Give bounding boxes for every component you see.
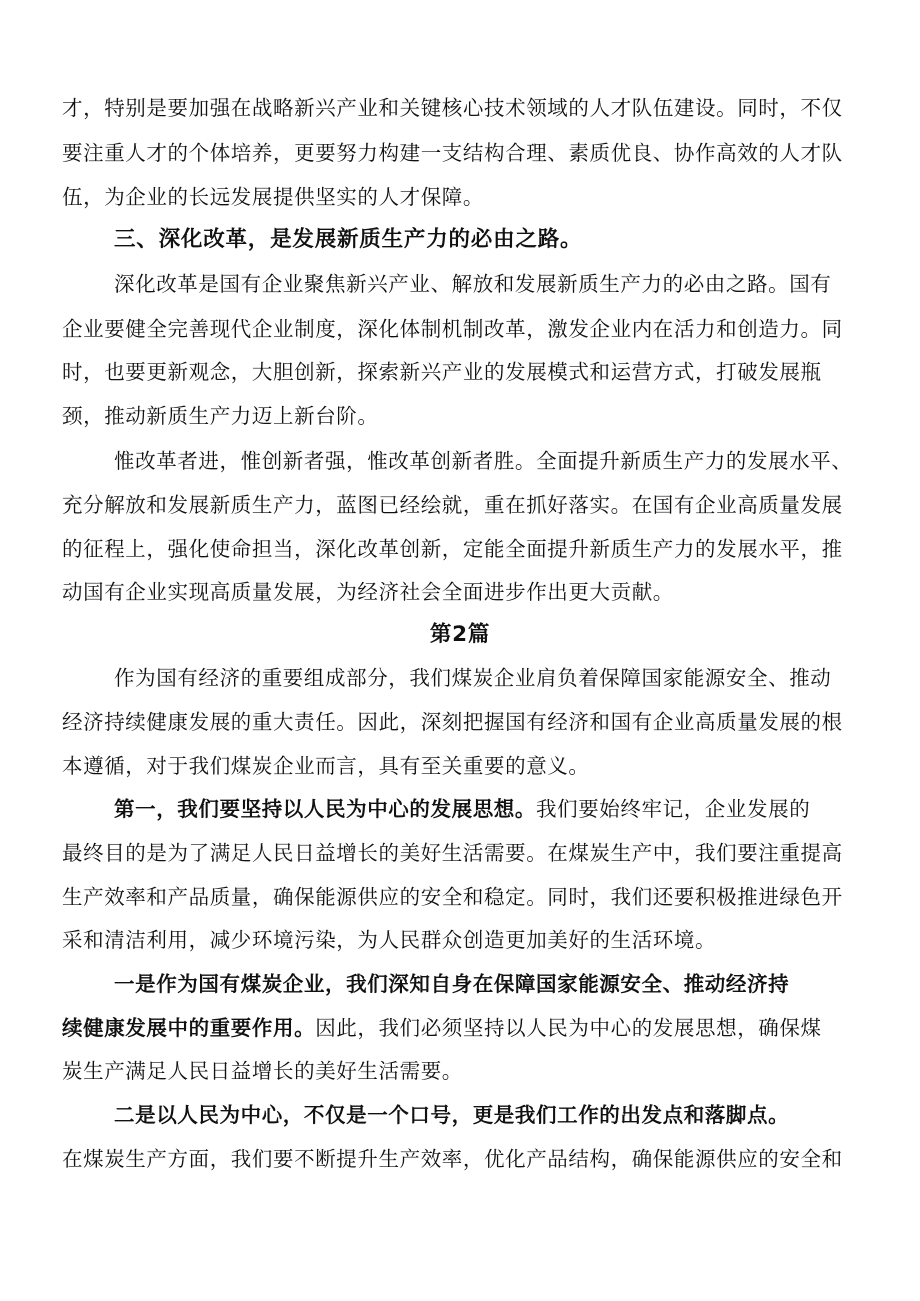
body-text-line: 企业要健全完善现代企业制度，深化体制机制改革，激发企业内在活力和创造力。同	[62, 317, 843, 341]
body-text-line: 要注重人才的个体培养，更要努力构建一支结构合理、素质优良、协作高效的人才队	[62, 141, 843, 165]
body-text-line: 才，特别是要加强在战略新兴产业和关键核心技术领域的人才队伍建设。同时，不仅	[62, 96, 843, 120]
point-lead-text: 续健康发展中的重要作用。	[62, 1016, 316, 1040]
article-title: 第2篇	[429, 622, 491, 647]
body-text-line: 充分解放和发展新质生产力，蓝图已经绘就，重在抓好落实。在国有企业高质量发展	[62, 493, 843, 517]
body-text-line: 在煤炭生产方面，我们要不断提升生产效率，优化产品结构，确保能源供应的安全和	[62, 1147, 843, 1171]
body-text-line: 作为国有经济的重要组成部分，我们煤炭企业肩负着保障国家能源安全、推动	[114, 666, 832, 690]
body-text-line: 生产效率和产品质量，确保能源供应的安全和稳定。同时，我们还要积极推进绿色开	[62, 885, 843, 909]
body-text-line: 伍，为企业的长远发展提供坚实的人才保障。	[62, 185, 484, 209]
point-lead-text: 二是以人民为中心，不仅是一个口号，更是我们工作的出发点和落脚点。	[114, 1103, 790, 1127]
point-body-text: 因此，我们必须坚持以人民为中心的发展思想，确保煤	[315, 1016, 822, 1040]
body-text-line: 颈，推动新质生产力迈上新台阶。	[62, 404, 379, 428]
point-body-text: 我们要始终牢记，企业发展的	[536, 797, 811, 821]
body-text-line: 的征程上，强化使命担当，深化改革创新，定能全面提升新质生产力的发展水平，推	[62, 537, 843, 561]
body-text-line: 深化改革是国有企业聚焦新兴产业、解放和发展新质生产力的必由之路。国有	[114, 272, 832, 296]
point-lead-text: 一是作为国有煤炭企业，我们深知自身在保障国家能源安全、推动经济持	[114, 972, 790, 996]
body-text-line: 惟改革者进，惟创新者强，惟改革创新者胜。全面提升新质生产力的发展水平、	[114, 449, 853, 473]
section-heading: 三、深化改革，是发展新质生产力的必由之路。	[114, 227, 583, 252]
point-lead-text: 第一，我们要坚持以人民为中心的发展思想。	[114, 797, 536, 821]
body-text-line: 最终目的是为了满足人民日益增长的美好生活需要。在煤炭生产中，我们要注重提高	[62, 841, 843, 865]
body-text-line	[62, 1014, 822, 1042]
body-text-line: 时，也要更新观念，大胆创新，探索新兴产业的发展模式和运营方式，打破发展瓶	[62, 360, 822, 384]
body-text-line: 采和清洁利用，减少环境污染，为人民群众创造更加美好的生活环境。	[62, 928, 717, 952]
body-text-line: 本遵循，对于我们煤炭企业而言，具有至关重要的意义。	[62, 754, 590, 778]
body-text-line	[114, 795, 810, 823]
body-text-line: 炭生产满足人民日益增长的美好生活需要。	[62, 1059, 463, 1083]
body-text-line: 动国有企业实现高质量发展，为经济社会全面进步作出更大贡献。	[62, 580, 674, 604]
body-text-line: 经济持续健康发展的重大责任。因此，深刻把握国有经济和国有企业高质量发展的根	[62, 710, 843, 734]
